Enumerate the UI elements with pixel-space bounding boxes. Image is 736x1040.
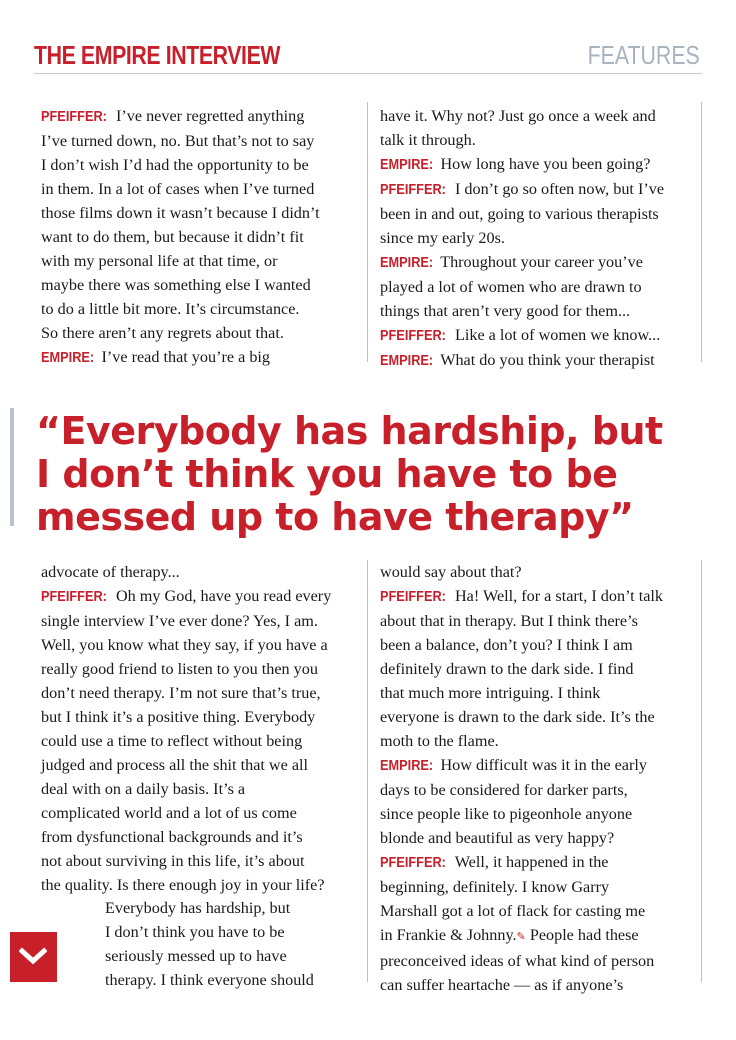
text-line — [380, 275, 698, 299]
line-text: with my personal life at that time, or — [41, 252, 278, 270]
line-text: things that aren’t very good for them... — [380, 302, 631, 320]
line-text: preconceived ideas of what kind of person — [380, 952, 655, 970]
line-text: complicated world and a lot of us come — [41, 804, 297, 822]
speaker-label: PFEIFFER: — [380, 328, 446, 344]
line-text: So there aren’t any regrets about that. — [41, 324, 284, 342]
line-text: judged and process all the shit that we all — [41, 756, 309, 774]
line-text: Like a lot of women we know... — [454, 326, 661, 344]
line-text-continued: People had these — [525, 926, 639, 944]
text-line — [41, 729, 359, 753]
line-text: blonde and beautiful as very happy? — [380, 829, 615, 847]
line-text: Ha! Well, for a start, I don’t talk — [454, 587, 663, 605]
pull-quote — [36, 410, 716, 539]
text-line — [380, 899, 698, 923]
text-line — [380, 875, 698, 899]
text-line — [41, 825, 359, 849]
text-line — [41, 153, 359, 177]
speaker-label: EMPIRE: — [380, 255, 434, 271]
text-line — [41, 705, 359, 729]
line-text: want to do them, but because it didn’t fit — [41, 228, 304, 246]
text-line — [380, 128, 698, 152]
column-divider-bottom-right — [701, 560, 702, 982]
text-line — [380, 250, 698, 275]
speaker-label: PFEIFFER: — [380, 182, 446, 198]
text-line — [380, 348, 698, 373]
line-text: Well, it happened in the — [454, 853, 609, 871]
speaker-label: PFEIFFER: — [380, 855, 446, 871]
line-text: played a lot of women who are drawn to — [380, 278, 642, 296]
end-badge — [10, 932, 57, 982]
text-line — [380, 850, 698, 875]
line-text: but I think it’s a positive thing. Everybody — [41, 708, 316, 726]
text-line — [41, 129, 359, 153]
text-line — [41, 104, 359, 129]
pull-quote-line: messed up to have therapy” — [36, 495, 634, 539]
text-line — [41, 177, 359, 201]
text-line: Everybody has hardship, but — [105, 899, 291, 917]
text-line — [380, 584, 698, 609]
text-line — [41, 633, 359, 657]
pull-quote-line: I don’t think you have to be — [36, 452, 618, 496]
column-divider-top — [367, 102, 368, 362]
line-text: Oh my God, have you read every — [115, 587, 332, 605]
text-line — [41, 297, 359, 321]
line-text: moth to the flame. — [380, 732, 499, 750]
text-line — [380, 633, 698, 657]
line-text: from dysfunctional backgrounds and it’s — [41, 828, 303, 846]
line-text: in them. In a lot of cases when I’ve turned — [41, 180, 315, 198]
line-text: since people like to pigeonhole anyone — [380, 805, 633, 823]
line-text: advocate of therapy... — [41, 563, 180, 581]
line-text: I don’t wish I’d had the opportunity to be — [41, 156, 309, 174]
text-line — [380, 226, 698, 250]
header-divider — [34, 73, 702, 74]
line-text: really good friend to listen to you then you — [41, 660, 318, 678]
text-line — [41, 681, 359, 705]
article-column-top-left — [41, 104, 359, 370]
line-text: Marshall got a lot of flack for casting me — [380, 902, 646, 920]
pull-quote-line: “Everybody has hardship, but — [36, 409, 663, 453]
text-line — [41, 753, 359, 777]
text-line — [41, 657, 359, 681]
line-text: in Frankie & Johnny. — [380, 926, 517, 944]
text-line — [380, 299, 698, 323]
speaker-label: PFEIFFER: — [41, 109, 107, 125]
annotation-mark-icon: ✎ — [516, 931, 526, 943]
column-divider-top-right — [701, 102, 702, 362]
line-text: I’ve never regretted anything — [115, 107, 305, 125]
text-line: therapy. I think everyone should — [105, 971, 314, 989]
speaker-label: EMPIRE: — [380, 157, 434, 173]
text-line — [380, 729, 698, 753]
text-line: seriously messed up to have — [105, 947, 287, 965]
text-line — [380, 949, 698, 973]
speaker-label: EMPIRE: — [41, 350, 95, 366]
line-text: single interview I’ve ever done? Yes, I am. — [41, 612, 318, 630]
line-text: that much more intriguing. I think — [380, 684, 601, 702]
speaker-label: PFEIFFER: — [380, 589, 446, 605]
text-line — [380, 826, 698, 850]
text-line — [380, 177, 698, 202]
section-title: THE EMPIRE INTERVIEW — [34, 40, 281, 70]
text-line — [380, 609, 698, 633]
text-line — [380, 923, 698, 949]
text-line — [41, 273, 359, 297]
text-line — [41, 201, 359, 225]
pull-quote-bar — [10, 408, 14, 526]
line-text: I’ve read that you’re a big — [101, 348, 271, 366]
line-text: beginning, definitely. I know Garry — [380, 878, 610, 896]
line-text: not about surviving in this life, it’s about — [41, 852, 305, 870]
line-text: How difficult was it in the early — [440, 756, 647, 774]
text-line — [41, 249, 359, 273]
text-line — [41, 560, 359, 584]
text-line — [380, 753, 698, 778]
speaker-label: EMPIRE: — [380, 758, 434, 774]
line-text: could use a time to reflect without being — [41, 732, 303, 750]
text-line — [41, 225, 359, 249]
text-line — [380, 202, 698, 226]
text-line — [41, 321, 359, 345]
text-line — [41, 584, 359, 609]
text-line — [380, 560, 698, 584]
text-line — [380, 657, 698, 681]
chevron-down-icon — [19, 946, 47, 966]
line-text: been a balance, don’t you? I think I am — [380, 636, 633, 654]
text-line — [380, 705, 698, 729]
speaker-label: PFEIFFER: — [41, 589, 107, 605]
line-text: What do you think your therapist — [440, 351, 655, 369]
text-line — [41, 873, 359, 897]
text-line — [41, 609, 359, 633]
line-text: talk it through. — [380, 131, 476, 149]
text-line — [380, 778, 698, 802]
column-divider-bottom — [367, 560, 368, 982]
article-column-bottom-right — [380, 560, 698, 997]
line-text: maybe there was something else I wanted — [41, 276, 311, 294]
speaker-label: EMPIRE: — [380, 353, 434, 369]
text-line: I don’t think you have to be — [105, 923, 285, 941]
line-text: have it. Why not? Just go once a week and — [380, 107, 656, 125]
text-line — [41, 777, 359, 801]
line-text: days to be considered for darker parts, — [380, 781, 628, 799]
line-text: How long have you been going? — [440, 155, 651, 173]
line-text: don’t need therapy. I’m not sure that’s true, — [41, 684, 321, 702]
text-line — [380, 973, 698, 997]
line-text: Throughout your career you’ve — [440, 253, 643, 271]
text-line — [380, 104, 698, 128]
text-line — [41, 345, 359, 370]
text-line — [380, 681, 698, 705]
article-column-top-right — [380, 104, 698, 373]
line-text: I’ve turned down, no. But that’s not to say — [41, 132, 315, 150]
line-text: about that in therapy. But I think there’s — [380, 612, 638, 630]
line-text: been in and out, going to various therapists — [380, 205, 659, 223]
text-line — [380, 323, 698, 348]
line-text: would say about that? — [380, 563, 522, 581]
line-text: to do a little bit more. It’s circumstance. — [41, 300, 300, 318]
line-text: deal with on a daily basis. It’s a — [41, 780, 246, 798]
text-line — [380, 152, 698, 177]
text-line — [41, 849, 359, 873]
line-text: I don’t go so often now, but I’ve — [454, 180, 665, 198]
article-column-bottom-left-indented — [41, 896, 359, 992]
article-column-bottom-left — [41, 560, 359, 897]
line-text: since my early 20s. — [380, 229, 505, 247]
text-line — [41, 801, 359, 825]
category-label: FEATURES — [587, 40, 700, 70]
line-text: everyone is drawn to the dark side. It’s the — [380, 708, 655, 726]
line-text: Well, you know what they say, if you have a — [41, 636, 328, 654]
line-text: definitely drawn to the dark side. I find — [380, 660, 634, 678]
text-line — [380, 802, 698, 826]
line-text: the quality. Is there enough joy in your life? — [41, 876, 325, 894]
line-text: can suffer heartache — as if anyone’s — [380, 976, 624, 994]
line-text: those films down it wasn’t because I didn’t — [41, 204, 320, 222]
